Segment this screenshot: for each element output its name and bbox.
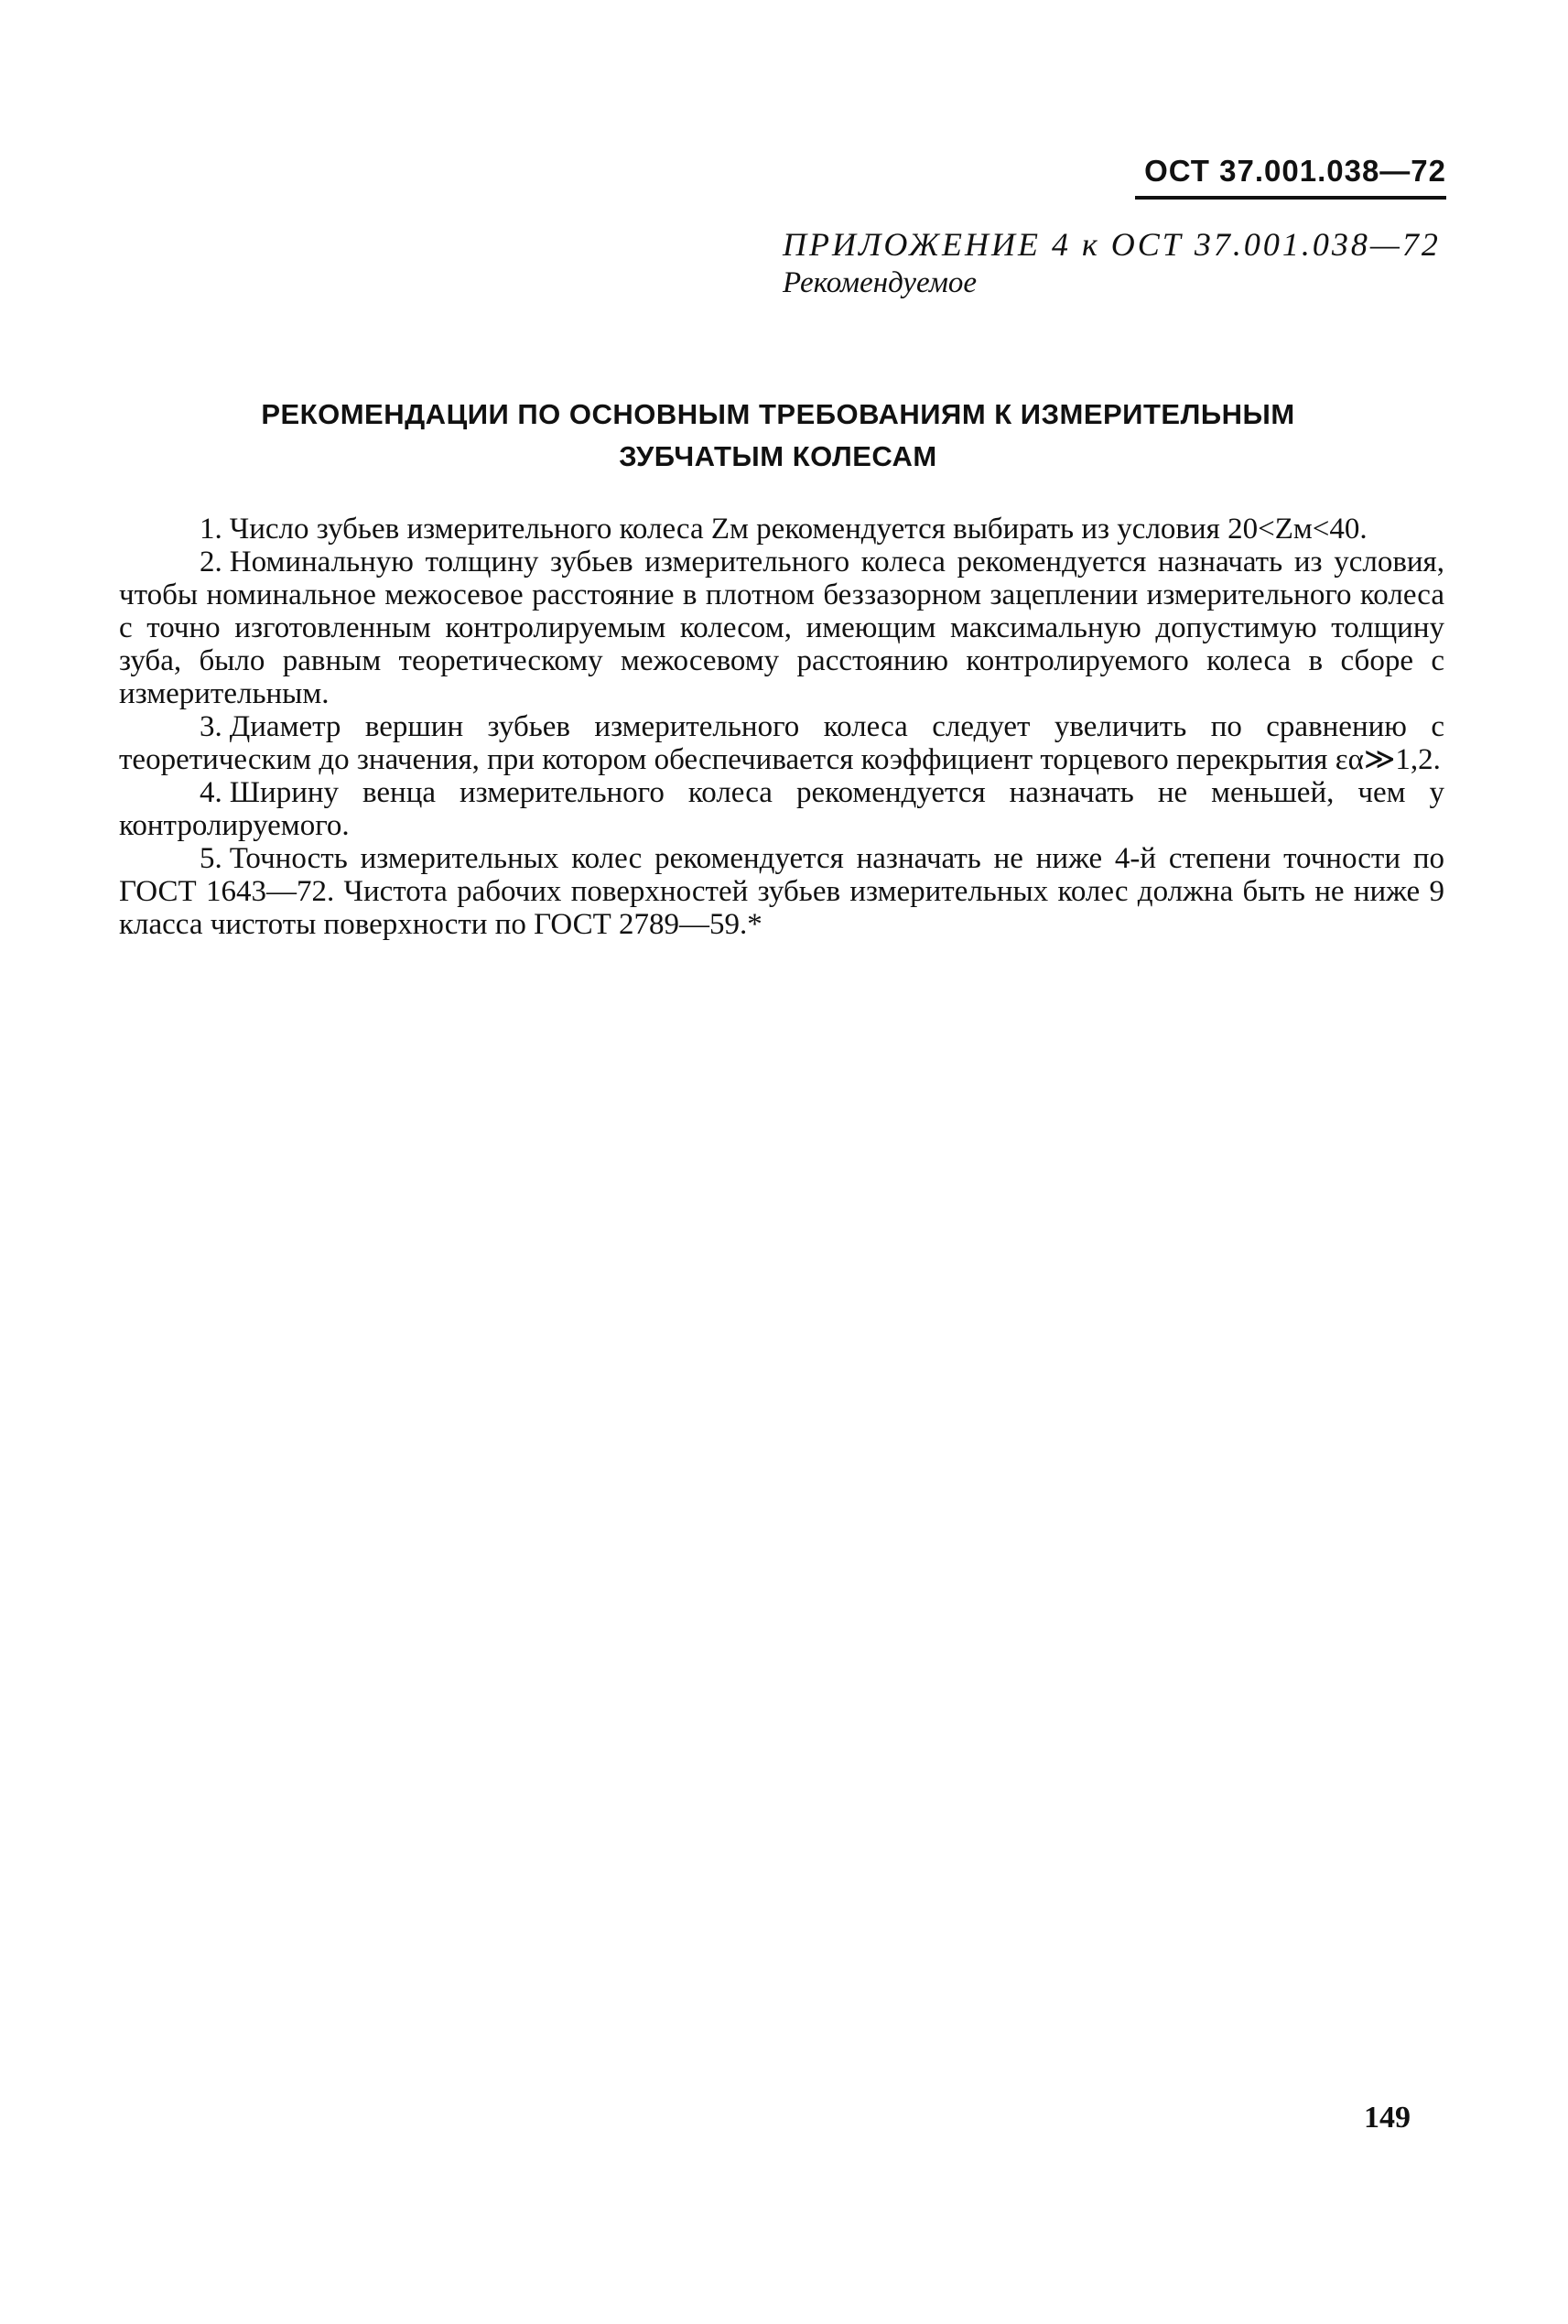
clause-number: 1.: [200, 513, 222, 546]
page-number: 149: [1364, 2101, 1411, 2135]
clause-number: 4.: [200, 776, 222, 809]
section-title-line-1: РЕКОМЕНДАЦИИ ПО ОСНОВНЫМ ТРЕБОВАНИЯМ К ИЗМЕРИТЕЛЬНЫМ: [261, 398, 1295, 430]
clause-number: 2.: [200, 546, 222, 578]
clause-number: 5.: [200, 842, 222, 875]
document-code: ОСТ 37.001.038—72: [1144, 154, 1446, 188]
header-rule: [1135, 196, 1446, 200]
clause-5: [119, 842, 1444, 941]
appendix-title: ПРИЛОЖЕНИЕ 4 к ОСТ 37.001.038—72: [783, 226, 1441, 263]
clause-list: [119, 513, 1444, 941]
clause-4: [119, 776, 1444, 842]
section-title-line-2: ЗУБЧАТЫМ КОЛЕСАМ: [619, 440, 937, 472]
appendix-heading: [783, 224, 1441, 301]
appendix-status: Рекомендуемое: [783, 266, 978, 299]
clause-text: Номинальную толщину зубьев измерительного колеса рекомендуется назначать из условия, чтобы номинальное межосевое расстояние в плотном беззазорном зацеплении измерительного колеса с точно изготовленным контролируемым колесом, имеющим максимальную допустимую толщину зуба, было равным теоретическому межосевому расстоянию контролируемого колеса в сборе с измерительным.: [119, 546, 1444, 710]
clause-text: Число зубьев измерительного колеса Zм рекомендуется выбирать из условия 20<Zм<40.: [229, 513, 1368, 546]
clause-number: 3.: [200, 710, 222, 743]
clause-text: Диаметр вершин зубьев измерительного колеса следует увеличить по сравнению с теоретическим до значения, при котором обеспечивается коэффициент торцевого перекрытия εα≫1,2.: [119, 710, 1444, 776]
clause-1: [119, 513, 1444, 546]
clause-3: [119, 710, 1444, 776]
clause-2: [119, 546, 1444, 710]
clause-text: Точность измерительных колес рекомендуется назначать не ниже 4-й степени точности по ГОСТ 1643—72. Чистота рабочих поверхностей зубьев измерительных колес должна быть не ниже 9 класса чистоты поверхности по ГОСТ 2789—59.*: [119, 842, 1444, 941]
clause-text: Ширину венца измерительного колеса рекомендуется назначать не меньшей, чем у контролируемого.: [119, 776, 1444, 842]
section-title: [137, 394, 1419, 478]
